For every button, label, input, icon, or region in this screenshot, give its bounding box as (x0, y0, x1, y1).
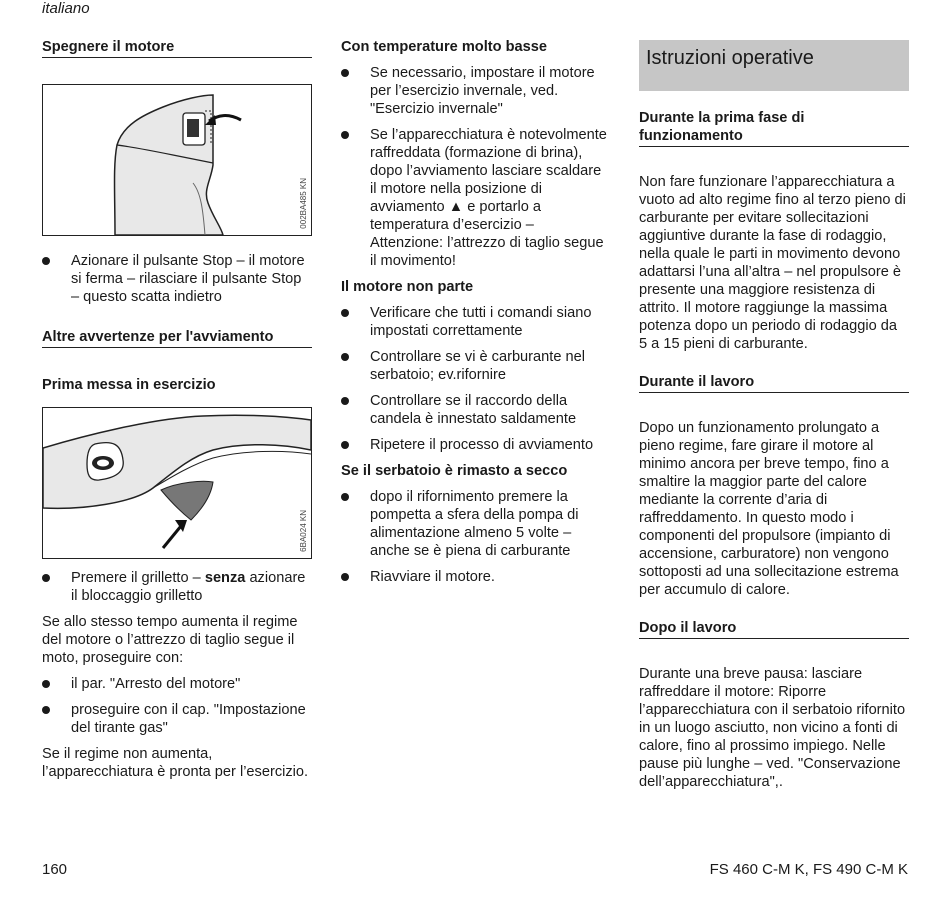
bullet-icon (341, 69, 349, 77)
bullet-icon (42, 257, 50, 265)
list-item-check-controls: Verificare che tutti i comandi siano impostati correttamente (341, 304, 609, 340)
figure-code-2: 6BA024 KN (299, 510, 308, 552)
stop-button-illustration (43, 85, 311, 235)
list-item-stop: Azionare il pulsante Stop – il motore si ferma – rilasciare il pulsante Stop – questo scatta indietro (42, 252, 312, 306)
section-title: Istruzioni operative (639, 40, 909, 91)
heading-stop-engine: Spegnere il motore (42, 38, 312, 58)
list-item-throttle-ref: proseguire con il cap. "Impostazione del tirante gas" (42, 701, 312, 737)
list-item-prime-pump: dopo il rifornimento premere la pompetta a sfera della pompa di alimentazione almeno 5 volte – anche se è piena di carburante (341, 488, 609, 560)
paragraph-break-in: Non fare funzionare l’apparecchiatura a vuoto ad alto regime fino al terzo pieno di carburante per evitare sollecitazioni aggiuntive durante la fase di rodaggio, nella quale le parti in movimento devono adattarsi l’una all’altra – nel propulsore è presente una maggiore resistenza di attrito. Il motore raggiunge la massima potenza dopo un periodo di rodaggio da 5 a 15 pieni di carburante. (639, 174, 906, 352)
bullet-icon (341, 309, 349, 317)
bullet-icon (341, 493, 349, 501)
list-item-check-spark-plug: Controllare se il raccordo della candela è innestato saldamente (341, 392, 609, 428)
subheading-first-operation: Prima messa in esercizio (42, 377, 216, 393)
list-item-winter: Se necessario, impostare il motore per l’esercizio invernale, ved. "Esercizio invernale" (341, 64, 609, 118)
model-label: FS 460 C-M K, FS 490 C-M K (709, 861, 908, 878)
list-item-restart: Riavviare il motore. (341, 568, 609, 586)
column-middle (341, 38, 609, 586)
bullet-icon (341, 397, 349, 405)
heading-after-work: Dopo il lavoro (639, 619, 909, 639)
list-item-trigger: Premere il grilletto – senza azionare il bloccaggio grilletto (42, 569, 312, 605)
list-item-repeat-start: Ripetere il processo di avviamento (341, 436, 609, 454)
column-right (639, 38, 909, 791)
subheading-low-temperatures: Con temperature molto basse (341, 39, 547, 55)
bullet-icon (42, 574, 50, 582)
paragraph-during-work: Dopo un funzionamento prolungato a pieno regime, fare girare il motore al minimo ancora per breve tempo, fino a smaltire la maggior parte del calore mediante la corrente d’aria di raffreddamento. In questo modo i componenti del propulsore (impianto di accensione, carburatore) non vengono sottoposti ad una sollecitazione estrema per accumulo di calore. (639, 420, 899, 598)
language-label: italiano (42, 0, 90, 17)
heading-during-work: Durante il lavoro (639, 373, 909, 393)
bullet-icon (341, 353, 349, 361)
bullet-icon (341, 131, 349, 139)
trigger-illustration (43, 408, 311, 558)
heading-start-notes: Altre avvertenze per l'avviamento (42, 328, 312, 348)
subheading-tank-dry: Se il serbatoio è rimasto a secco (341, 463, 568, 479)
list-item-check-fuel: Controllare se vi è carburante nel serbatoio; ev.rifornire (341, 348, 609, 384)
paragraph-after-work: Durante una breve pausa: lasciare raffreddare il motore: Riporre l’apparecchiatura con il serbatoio rifornito in un luogo asciutto, non vicino a fonti di calore, fino al prossimo impiego. Nelle pause più lunghe – ved. "Conservazione dell’apparecchiatura",. (639, 666, 906, 790)
bullet-icon (42, 680, 50, 688)
figure-code-1: 002BA485 KN (299, 178, 308, 229)
list-item-engine-stop-ref: il par. "Arresto del motore" (42, 675, 312, 693)
bullet-icon (42, 706, 50, 714)
bullet-icon (341, 441, 349, 449)
figure-stop-button (42, 84, 312, 236)
list-item-warm-up: Se l’apparecchiatura è notevolmente raffreddata (formazione di brina), dopo l’avviamento lasciare scaldare il motore nella posizione di avviamento ▲ e portarlo a temperatura d’esercizio – Attenzione: l’attrezzo di taglio segue il movimento! (341, 126, 609, 270)
page-number: 160 (42, 861, 68, 878)
start-position-triangle-icon: ▲ (448, 199, 464, 215)
heading-break-in: Durante la prima fase di funzionamento (639, 109, 909, 147)
figure-trigger (42, 407, 312, 559)
paragraph-speed-increases: Se allo stesso tempo aumenta il regime del motore o l’attrezzo di taglio segue il moto, proseguire con: (42, 614, 298, 666)
paragraph-ready: Se il regime non aumenta, l’apparecchiatura è pronta per l’esercizio. (42, 746, 309, 780)
column-left (42, 38, 312, 781)
bullet-icon (341, 573, 349, 581)
subheading-engine-not-starting: Il motore non parte (341, 279, 474, 295)
